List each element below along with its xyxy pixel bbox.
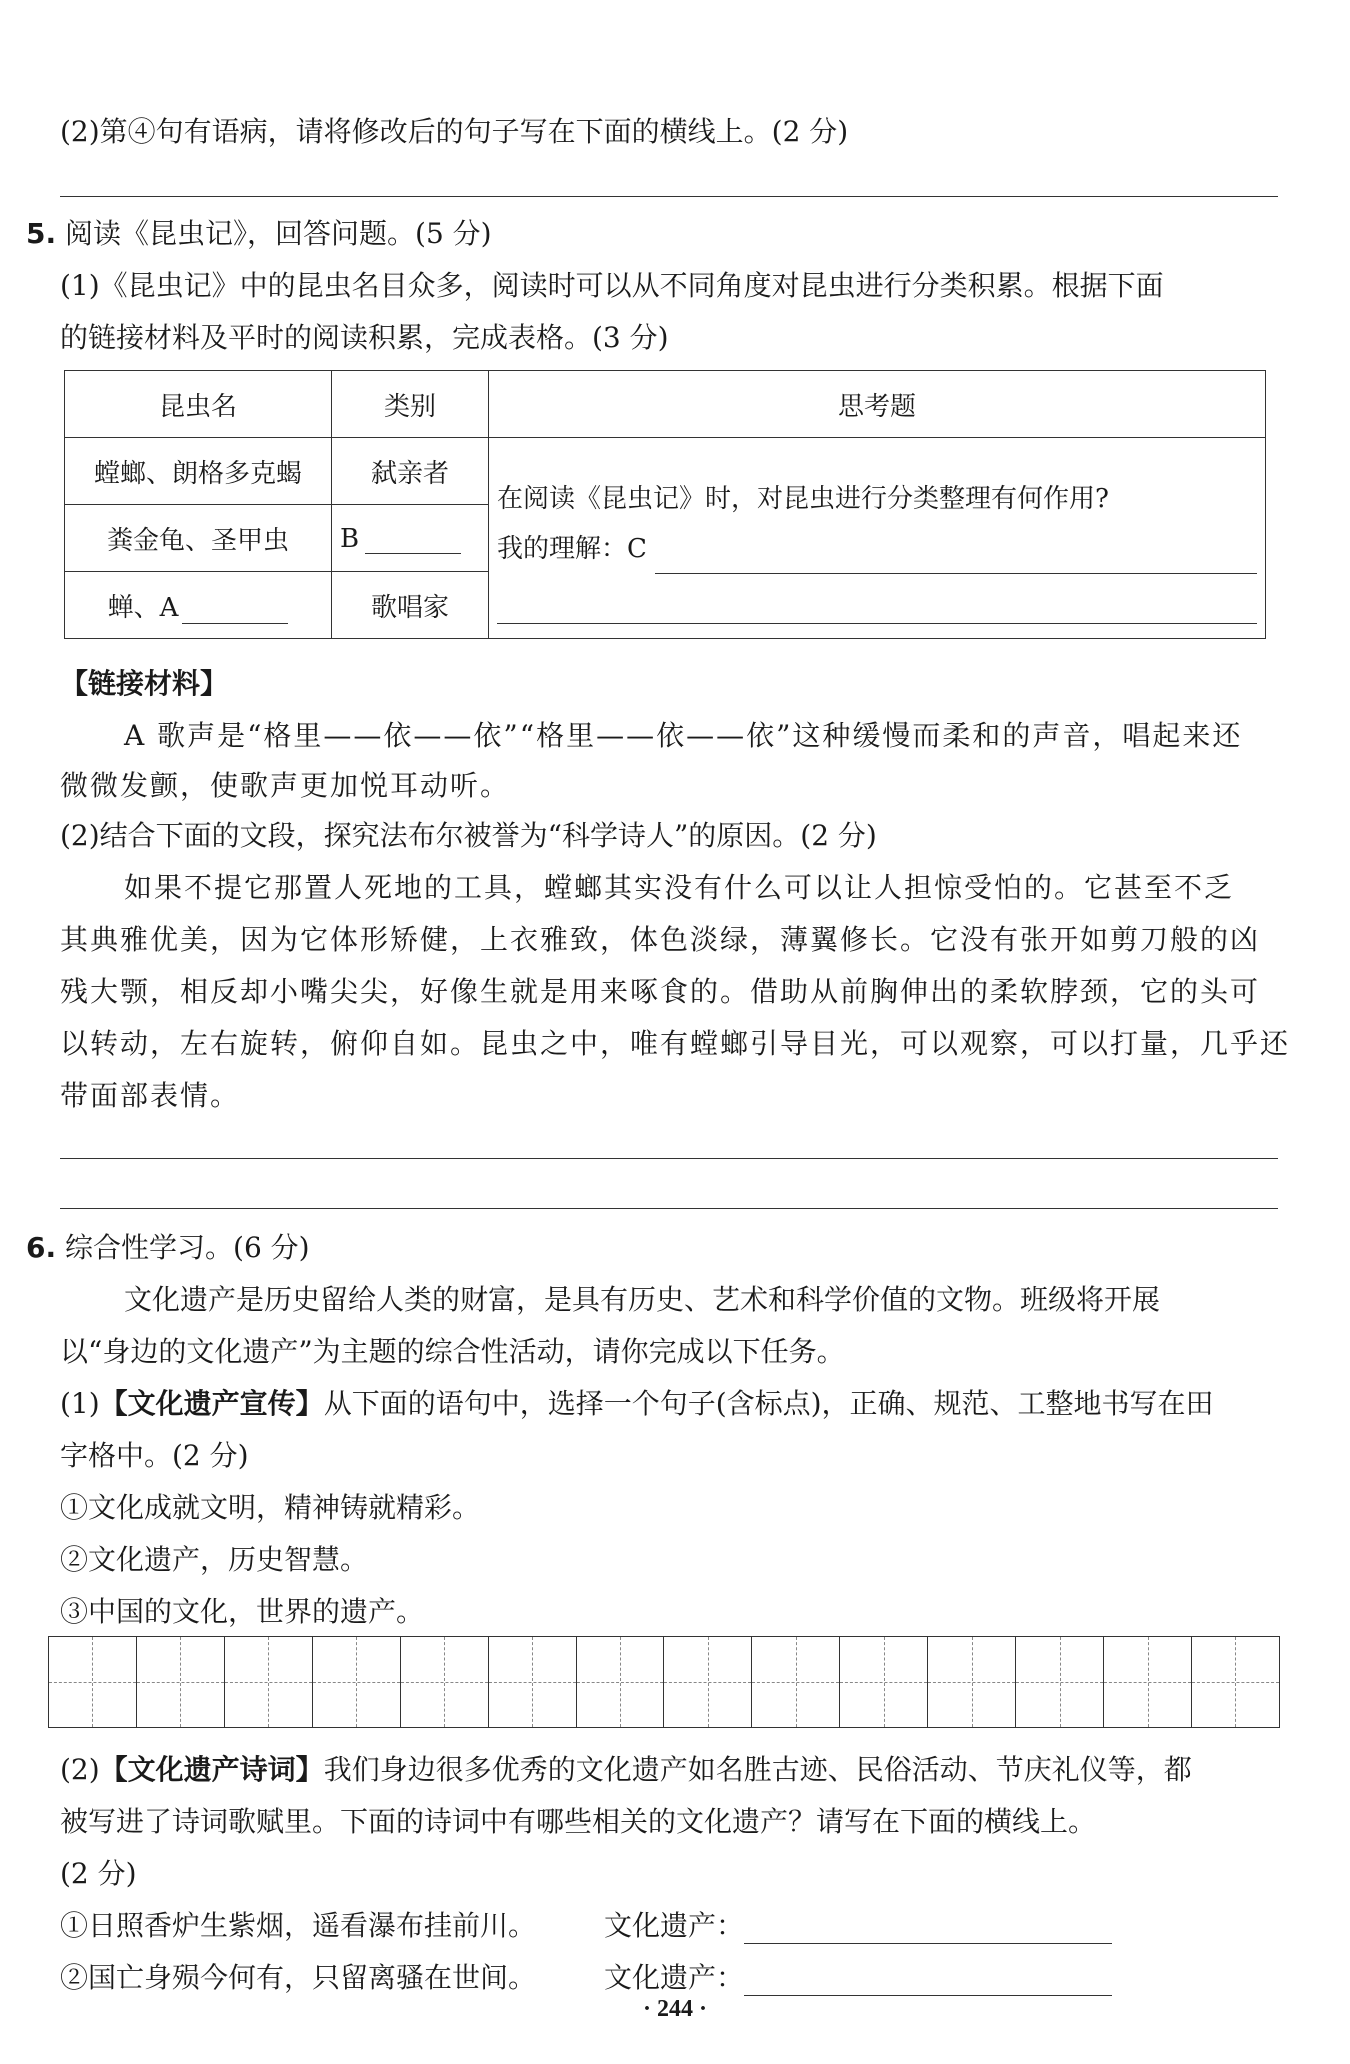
passage-line: 其典雅优美，因为它体形矫健，上衣雅致，体色淡绿，薄翼修长。它没有张开如剪刀般的凶 bbox=[60, 923, 1261, 956]
heritage-answer-blank[interactable] bbox=[744, 1961, 1112, 1996]
insect-name: 蝉、A bbox=[107, 592, 179, 623]
thinking-question-cell bbox=[489, 438, 1266, 639]
task-title: 【文化遗产宣传】 bbox=[99, 1387, 324, 1420]
sentence-option: ①文化成就文明，精神铸就精彩。 bbox=[60, 1491, 481, 1524]
grid-cell[interactable] bbox=[489, 1637, 577, 1727]
grid-cell[interactable] bbox=[225, 1637, 313, 1727]
heritage-label: 文化遗产： bbox=[604, 1909, 745, 1942]
q6-task2-line3: (2 分) bbox=[60, 1857, 137, 1890]
q6-task1-line2: 字格中。(2 分) bbox=[60, 1439, 249, 1472]
question-title: 综合性学习。(6 分) bbox=[65, 1231, 310, 1264]
q6-intro-line2: 以“身边的文化遗产”为主题的综合性活动，请你完成以下任务。 bbox=[60, 1335, 845, 1368]
poem-row bbox=[60, 1956, 1278, 1996]
passage-line: 以转动，左右旋转，俯仰自如。昆虫之中，唯有螳螂引导目光，可以观察，可以打量，几乎还 bbox=[60, 1027, 1291, 1060]
grid-cell[interactable] bbox=[137, 1637, 225, 1727]
grid-cell[interactable] bbox=[49, 1637, 137, 1727]
table-header: 昆虫名 bbox=[65, 371, 332, 438]
tianzige-grid[interactable] bbox=[48, 1636, 1280, 1728]
table-header: 思考题 bbox=[489, 371, 1266, 438]
poem-text: ②国亡身殒今何有，只留离骚在世间。 bbox=[60, 1961, 537, 1994]
task-text: 我们身边很多优秀的文化遗产如名胜古迹、民俗活动、节庆礼仪等，都 bbox=[323, 1753, 1192, 1786]
page-number: · 244 · bbox=[642, 1996, 707, 2022]
insect-name-cell bbox=[65, 572, 332, 639]
answer-blank-a[interactable] bbox=[182, 593, 288, 624]
sentence-option: ②文化遗产，历史智慧。 bbox=[60, 1543, 369, 1576]
passage-line: 带面部表情。 bbox=[60, 1079, 241, 1112]
category-cell bbox=[332, 505, 489, 572]
task-number: (1) bbox=[60, 1387, 100, 1420]
grid-cell[interactable] bbox=[752, 1637, 840, 1727]
q6-intro-line1: 文化遗产是历史留给人类的财富，是具有历史、艺术和科学价值的文物。班级将开展 bbox=[124, 1283, 1161, 1316]
blank-label-b: B bbox=[340, 523, 360, 554]
q4-part2-prompt: (2)第④句有语病，请将修改后的句子写在下面的横线上。(2 分) bbox=[60, 115, 849, 148]
q6-task2-line2: 被写进了诗词歌赋里。下面的诗词中有哪些相关的文化遗产？请写在下面的横线上。 bbox=[60, 1805, 1097, 1838]
q5-part1-line1: (1)《昆虫记》中的昆虫名目众多，阅读时可以从不同角度对昆虫进行分类积累。根据下面 bbox=[60, 269, 1164, 302]
q6-task2-line1 bbox=[60, 1748, 1278, 1788]
grid-cell[interactable] bbox=[401, 1637, 489, 1727]
question-number: 6. bbox=[26, 1231, 57, 1264]
insect-classification-table bbox=[64, 370, 1266, 639]
answer-line[interactable] bbox=[60, 1158, 1278, 1159]
grid-cell[interactable] bbox=[577, 1637, 665, 1727]
passage-line: 如果不提它那置人死地的工具，螳螂其实没有什么可以让人担惊受怕的。它甚至不乏 bbox=[124, 871, 1235, 904]
heritage-label: 文化遗产： bbox=[604, 1961, 745, 1994]
grid-cell[interactable] bbox=[664, 1637, 752, 1727]
q5-part1-line2: 的链接材料及平时的阅读积累，完成表格。(3 分) bbox=[60, 321, 669, 354]
insect-name-cell: 螳螂、朗格多克蝎 bbox=[65, 438, 332, 505]
q5-part2-prompt: (2)结合下面的文段，探究法布尔被誉为“科学诗人”的原因。(2 分) bbox=[60, 819, 877, 852]
grid-cell[interactable] bbox=[1192, 1637, 1279, 1727]
q5-heading bbox=[26, 212, 1278, 252]
heritage-answer-blank[interactable] bbox=[744, 1909, 1112, 1944]
task-number: (2) bbox=[60, 1753, 100, 1786]
q6-heading bbox=[26, 1226, 1278, 1266]
category-cell: 歌唱家 bbox=[332, 572, 489, 639]
grid-cell[interactable] bbox=[1016, 1637, 1104, 1727]
passage-line: 残大颚，相反却小嘴尖尖，好像生就是用来啄食的。借助从前胸伸出的柔软脖颈，它的头可 bbox=[60, 975, 1261, 1008]
answer-line[interactable] bbox=[60, 1208, 1278, 1209]
task-title: 【文化遗产诗词】 bbox=[99, 1753, 324, 1786]
answer-line[interactable] bbox=[60, 196, 1278, 197]
question-number: 5. bbox=[26, 217, 57, 250]
grid-cell[interactable] bbox=[928, 1637, 1016, 1727]
grid-cell[interactable] bbox=[840, 1637, 928, 1727]
grid-cell[interactable] bbox=[1104, 1637, 1192, 1727]
table-row bbox=[65, 438, 1266, 505]
link-material-line1: A 歌声是“格里——依——依”“格里——依——依”这种缓慢而柔和的声音，唱起来还 bbox=[124, 719, 1243, 752]
poem-row bbox=[60, 1904, 1278, 1944]
answer-blank-b[interactable] bbox=[365, 523, 461, 554]
question-title: 阅读《昆虫记》，回答问题。(5 分) bbox=[65, 217, 492, 250]
category-cell: 弑亲者 bbox=[332, 438, 489, 505]
table-header: 类别 bbox=[332, 371, 489, 438]
grid-cell[interactable] bbox=[313, 1637, 401, 1727]
answer-row bbox=[497, 524, 1257, 574]
poem-text: ①日照香炉生紫烟，遥看瀑布挂前川。 bbox=[60, 1909, 537, 1942]
thinking-question: 在阅读《昆虫记》时，对昆虫进行分类整理有何作用? bbox=[497, 484, 1109, 514]
answer-blank-c-2[interactable] bbox=[497, 583, 1257, 624]
sentence-option: ③中国的文化，世界的遗产。 bbox=[60, 1595, 425, 1628]
answer-label: 我的理解：C bbox=[497, 534, 647, 564]
insect-name-cell: 粪金龟、圣甲虫 bbox=[65, 505, 332, 572]
task-text: 从下面的语句中，选择一个句子(含标点)，正确、规范、工整地书写在田 bbox=[323, 1387, 1214, 1420]
answer-blank-c[interactable] bbox=[655, 537, 1257, 574]
q6-task1-line1 bbox=[60, 1382, 1278, 1422]
link-material-title: 【链接材料】 bbox=[60, 667, 229, 700]
link-material-line2: 微微发颤，使歌声更加悦耳动听。 bbox=[60, 769, 511, 802]
